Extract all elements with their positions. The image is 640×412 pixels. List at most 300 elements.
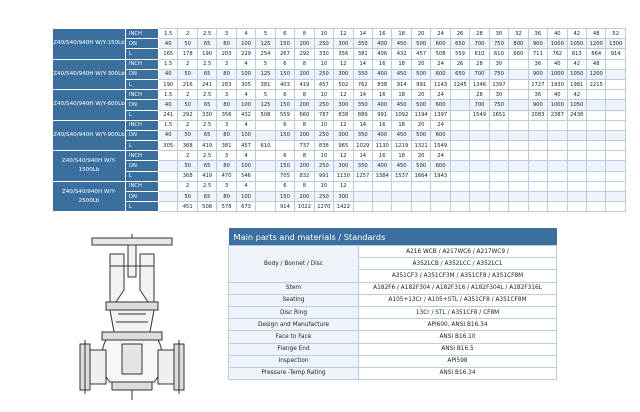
dimension-row	[53, 79, 626, 89]
dimension-cell	[470, 171, 489, 181]
dimension-cell	[548, 130, 567, 140]
dimension-cell: 14	[353, 151, 372, 161]
part-material: ANSI B16.5	[359, 343, 557, 355]
dimension-cell	[470, 130, 489, 140]
dimension-cell: 1050	[567, 100, 586, 110]
materials-row	[229, 331, 557, 343]
dimension-cell: 1022	[295, 202, 314, 212]
dimension-cell: 200	[295, 192, 314, 202]
dimension-cell: 250	[314, 69, 333, 79]
dimension-cell	[372, 202, 391, 212]
dimension-cell: 50	[178, 100, 197, 110]
dimension-cell: 16	[372, 29, 391, 39]
dimension-cell: 125	[256, 69, 275, 79]
dimension-cell: 762	[548, 49, 567, 59]
dimension-cell: 65	[197, 130, 216, 140]
dimension-cell: 30	[489, 59, 508, 69]
gate-valve-icon	[76, 232, 188, 404]
dimension-cell	[567, 171, 586, 181]
dimension-cell	[256, 161, 275, 171]
dimension-cell	[392, 192, 411, 202]
dimension-cell: 1346	[470, 79, 489, 89]
dimension-cell	[470, 120, 489, 130]
dimension-cell: 10	[314, 90, 333, 100]
dimension-cell: 508	[431, 49, 450, 59]
dimension-cell	[548, 120, 567, 130]
dimension-cell	[509, 141, 528, 151]
dimension-cell: 65	[197, 100, 216, 110]
dimension-cell: 750	[489, 39, 508, 49]
dimension-cell: 8	[295, 90, 314, 100]
dimension-cell: 4	[236, 59, 255, 69]
part-material: A216 WCB / A217WC6 / A217WC9 /	[359, 246, 557, 258]
dimension-cell: 100	[236, 100, 255, 110]
dimension-cell	[450, 120, 469, 130]
dimension-cell: 838	[334, 110, 353, 120]
dimension-cell	[450, 141, 469, 151]
dimension-cell: 700	[470, 69, 489, 79]
dimension-cell: 12	[334, 90, 353, 100]
dimension-cell: 500	[411, 100, 430, 110]
dimension-cell: 813	[567, 49, 586, 59]
dimension-cell: 12	[334, 181, 353, 191]
dimension-cell	[489, 161, 508, 171]
dimension-cell: 100	[236, 130, 255, 140]
dimension-cell: 2.5	[197, 90, 216, 100]
dimension-cell	[470, 161, 489, 171]
dimension-cell	[411, 192, 430, 202]
dimension-cell: 10	[314, 120, 333, 130]
unit-label: INCH	[126, 151, 159, 161]
dimension-cell: 832	[295, 171, 314, 181]
dimension-cell: 12	[334, 120, 353, 130]
dimension-cell: 6	[275, 151, 294, 161]
dimension-cell: 65	[197, 69, 216, 79]
dimension-cell: 1130	[334, 171, 353, 181]
dimension-cell	[586, 100, 605, 110]
part-name: Face to Face	[229, 331, 359, 343]
unit-label: L	[126, 141, 159, 151]
dimension-cell: 8	[295, 29, 314, 39]
dimension-cell: 2	[178, 59, 197, 69]
dimension-cell	[159, 151, 178, 161]
dimension-cell: 4	[236, 181, 255, 191]
dimension-cell: 6	[275, 181, 294, 191]
dimension-cell: 150	[275, 100, 294, 110]
dimension-cell: 3	[217, 120, 236, 130]
dimension-cell: 40	[159, 130, 178, 140]
dimension-cell: 20	[411, 29, 430, 39]
dimension-row	[53, 69, 626, 79]
dimension-cell	[528, 161, 547, 171]
dimension-cell: 400	[372, 161, 391, 171]
dimension-cell	[431, 202, 450, 212]
dimension-cell: 356	[334, 49, 353, 59]
dimension-cell: 1.5	[159, 59, 178, 69]
dimension-cell	[256, 181, 275, 191]
dimension-cell: 403	[275, 79, 294, 89]
dimension-cell: 1651	[489, 110, 508, 120]
dimension-cell: 305	[236, 79, 255, 89]
dimension-cell: 65	[197, 39, 216, 49]
dimension-cell: 914	[392, 79, 411, 89]
dimension-cell	[606, 192, 626, 202]
dimension-cell	[392, 202, 411, 212]
dimension-row	[53, 151, 626, 161]
dimension-cell: 914	[606, 49, 626, 59]
dimension-cell: 457	[314, 79, 333, 89]
dimension-cell: 350	[353, 161, 372, 171]
dimension-cell: 16	[372, 59, 391, 69]
unit-label: L	[126, 171, 159, 181]
dimension-cell	[606, 171, 626, 181]
dimension-cell	[450, 110, 469, 120]
dimension-cell: 30	[489, 29, 508, 39]
dimension-cell: 2	[178, 29, 197, 39]
dimension-cell	[528, 130, 547, 140]
dimension-cell	[606, 110, 626, 120]
dimension-cell	[489, 151, 508, 161]
dimension-cell: 18	[392, 29, 411, 39]
dimension-cell: 1.5	[159, 120, 178, 130]
dimension-cell: 500	[411, 161, 430, 171]
dimension-cell	[548, 202, 567, 212]
dimension-cell: 10	[314, 29, 333, 39]
dimension-cell	[489, 202, 508, 212]
dimension-cell	[450, 90, 469, 100]
dimension-row	[53, 39, 626, 49]
dimension-cell	[159, 181, 178, 191]
unit-label: DN	[126, 100, 159, 110]
dimension-cell: 20	[411, 120, 430, 130]
dimension-cell	[159, 161, 178, 171]
dimension-cell: 705	[275, 171, 294, 181]
dimension-cell	[567, 202, 586, 212]
dimension-cell	[606, 79, 626, 89]
dimension-cell: 40	[159, 69, 178, 79]
dimension-cell	[431, 181, 450, 191]
dimension-row	[53, 161, 626, 171]
dimension-cell: 5	[256, 29, 275, 39]
dimension-cell	[489, 171, 508, 181]
dimension-cell: 2	[178, 90, 197, 100]
dimension-cell: 20	[411, 151, 430, 161]
dimension-cell: 190	[197, 49, 216, 59]
dimension-cell: 30	[489, 90, 508, 100]
materials-title: Main parts and materials / Standards	[229, 228, 557, 246]
dimension-cell: 4	[236, 29, 255, 39]
dimension-cell	[509, 69, 528, 79]
dimension-cell	[256, 192, 275, 202]
dimension-cell: 3	[217, 59, 236, 69]
dimension-cell: 14	[353, 59, 372, 69]
dimension-cell: 6	[275, 90, 294, 100]
dimension-cell: 1000	[548, 100, 567, 110]
dimension-cell: 368	[178, 171, 197, 181]
dimension-cell: 2.5	[197, 181, 216, 191]
dimension-cell	[509, 130, 528, 140]
dimension-cell: 300	[334, 39, 353, 49]
dimension-cell: 2.5	[197, 120, 216, 130]
dimension-cell: 508	[197, 202, 216, 212]
dimension-cell: 900	[528, 100, 547, 110]
dimension-cell: 48	[586, 29, 605, 39]
part-material: A182F6 / A182F304 / A182F316 / A182F304L / A182F316L	[359, 282, 557, 294]
dimension-row	[53, 130, 626, 140]
dimension-cell	[509, 79, 528, 89]
dimension-cell: 1981	[567, 79, 586, 89]
dimension-cell: 150	[275, 161, 294, 171]
dimension-cell: 381	[217, 141, 236, 151]
dimension-cell	[431, 192, 450, 202]
dimension-cell: 451	[178, 202, 197, 212]
dimension-cell: 2	[178, 120, 197, 130]
dimension-cell: 300	[334, 130, 353, 140]
dimension-cell: 350	[353, 100, 372, 110]
dimension-cell: 216	[178, 79, 197, 89]
dimension-cell: 12	[334, 29, 353, 39]
dimension-cell: 4	[236, 120, 255, 130]
part-material: ANSI B16.10	[359, 331, 557, 343]
dimension-cell: 80	[217, 69, 236, 79]
materials-row	[229, 343, 557, 355]
dimension-cell: 40	[159, 39, 178, 49]
dimension-cell: 50	[178, 69, 197, 79]
dimension-cell: 673	[236, 202, 255, 212]
dimension-cell	[489, 181, 508, 191]
dimension-cell	[586, 202, 605, 212]
dimension-cell: 330	[197, 110, 216, 120]
dimension-cell: 40	[548, 90, 567, 100]
dimension-cell: 6	[275, 29, 294, 39]
dimension-cell: 241	[197, 79, 216, 89]
dimension-cell	[586, 161, 605, 171]
dimension-cell	[528, 181, 547, 191]
dimension-cell: 241	[159, 110, 178, 120]
dimension-cell: 1321	[411, 141, 430, 151]
dimension-cell: 750	[489, 69, 508, 79]
unit-label: INCH	[126, 59, 159, 69]
dimension-cell: 419	[197, 141, 216, 151]
dimension-cell	[567, 120, 586, 130]
dimension-cell	[509, 59, 528, 69]
dimension-cell: 8	[295, 151, 314, 161]
dimension-cell: 368	[178, 141, 197, 151]
dimension-cell: 1200	[586, 69, 605, 79]
dimension-cell	[489, 120, 508, 130]
dimension-cell: 600	[431, 100, 450, 110]
dimension-cell: 900	[528, 39, 547, 49]
dimension-cell: 400	[372, 69, 391, 79]
dimension-cell: 24	[431, 59, 450, 69]
model-label: Z40/S40/940H W/Y-600Lb	[53, 90, 126, 121]
dimension-cell: 100	[236, 39, 255, 49]
dimension-cell: 40	[548, 29, 567, 39]
dimension-cell: 150	[275, 39, 294, 49]
dimension-cell	[548, 181, 567, 191]
dimension-cell: 1549	[470, 110, 489, 120]
dimension-cell	[528, 192, 547, 202]
dimension-cell	[509, 151, 528, 161]
dimension-cell: 762	[353, 79, 372, 89]
dimension-cell	[548, 161, 567, 171]
part-material: 13Cr / STL / A351CF8 / CF8M	[359, 306, 557, 318]
dimension-cell: 52	[606, 29, 626, 39]
dimension-cell: 991	[411, 79, 430, 89]
dimension-cell	[567, 161, 586, 171]
dimension-cell	[509, 90, 528, 100]
dimension-cell: 300	[334, 161, 353, 171]
dimension-cell: 14	[353, 90, 372, 100]
dimension-cell: 190	[159, 79, 178, 89]
dimension-cell: 400	[372, 130, 391, 140]
dimension-cell: 2215	[586, 79, 605, 89]
dimension-row	[53, 100, 626, 110]
dimension-cell: 1930	[548, 79, 567, 89]
dimension-cell	[606, 161, 626, 171]
dimension-cell	[450, 202, 469, 212]
dimension-cell	[353, 181, 372, 191]
dimension-cell	[392, 181, 411, 191]
materials-row	[229, 367, 557, 379]
dimension-cell: 610	[489, 49, 508, 59]
dimension-cell: 300	[334, 100, 353, 110]
dimension-cell	[606, 130, 626, 140]
dimension-cell	[567, 141, 586, 151]
dimension-cell: 150	[275, 192, 294, 202]
dimension-cell	[548, 141, 567, 151]
unit-label: DN	[126, 130, 159, 140]
dimension-cell: 406	[372, 49, 391, 59]
dimension-cell: 283	[217, 79, 236, 89]
unit-label: L	[126, 79, 159, 89]
dimension-cell	[606, 69, 626, 79]
dimension-cell	[528, 141, 547, 151]
dimension-cell: 1300	[606, 39, 626, 49]
dimension-cell: 500	[411, 39, 430, 49]
dimension-cell: 32	[509, 29, 528, 39]
dimension-cell: 80	[217, 161, 236, 171]
unit-label: DN	[126, 161, 159, 171]
dimension-cell: 200	[295, 100, 314, 110]
part-name: Inspection	[229, 355, 359, 367]
dimension-cell: 18	[392, 90, 411, 100]
dimension-cell: 1050	[567, 69, 586, 79]
dimension-cell	[489, 192, 508, 202]
dimension-cell: 457	[236, 141, 255, 151]
dimension-cell: 305	[159, 141, 178, 151]
materials-table	[228, 228, 557, 380]
dimension-cell	[528, 120, 547, 130]
dimension-cell	[586, 120, 605, 130]
part-name: Body / Bonnet / Disc	[229, 246, 359, 283]
dimension-cell: 150	[275, 69, 294, 79]
dimension-cell	[528, 151, 547, 161]
dimension-cell: 600	[431, 130, 450, 140]
dimension-cell	[489, 141, 508, 151]
unit-label: DN	[126, 39, 159, 49]
dimension-cell	[528, 171, 547, 181]
dimension-cell	[528, 202, 547, 212]
dimension-cell: 400	[372, 39, 391, 49]
dimension-cell	[470, 151, 489, 161]
dimension-cell: 700	[470, 39, 489, 49]
dimension-cell: 2	[178, 181, 197, 191]
dimension-cell: 24	[431, 29, 450, 39]
dimension-cell	[606, 100, 626, 110]
dimension-cell: 300	[334, 192, 353, 202]
dimension-cell: 1537	[392, 171, 411, 181]
dimension-row	[53, 29, 626, 39]
dimension-cell: 650	[450, 69, 469, 79]
dimension-cell: 250	[314, 130, 333, 140]
dimension-cell: 28	[470, 29, 489, 39]
part-material: API598	[359, 355, 557, 367]
dimension-cell: 200	[295, 161, 314, 171]
dimension-cell: 991	[372, 110, 391, 120]
dimensions-table	[52, 28, 626, 212]
dimension-cell: 1000	[548, 69, 567, 79]
dimension-cell: 18	[392, 120, 411, 130]
dimension-cell	[606, 120, 626, 130]
dimension-cell: 16	[372, 151, 391, 161]
dimension-row	[53, 90, 626, 100]
dimension-cell: 3	[217, 151, 236, 161]
dimension-cell	[275, 141, 294, 151]
dimension-cell: 1397	[431, 110, 450, 120]
dimension-cell: 1270	[314, 202, 333, 212]
materials-row	[229, 246, 557, 258]
part-name: Stem	[229, 282, 359, 294]
dimension-cell	[567, 192, 586, 202]
dimension-cell: 20	[411, 59, 430, 69]
dimension-cell	[586, 130, 605, 140]
dimension-cell: 80	[217, 130, 236, 140]
dimension-cell	[470, 192, 489, 202]
dimension-cell: 80	[217, 192, 236, 202]
dimension-cell	[470, 202, 489, 212]
dimension-cell: 508	[256, 110, 275, 120]
dimension-cell: 200	[295, 39, 314, 49]
dimension-cell: 559	[275, 110, 294, 120]
dimension-cell: 1397	[489, 79, 508, 89]
dimension-cell: 200	[295, 69, 314, 79]
part-material: A105+13Cr / A105+STL / A351CF8 / A351CF8M	[359, 294, 557, 306]
dimension-cell: 1422	[334, 202, 353, 212]
dimension-cell: 450	[392, 161, 411, 171]
dimension-cell	[470, 141, 489, 151]
dimension-cell: 1143	[431, 79, 450, 89]
part-name: Design and Manufacture	[229, 319, 359, 331]
dimension-row	[53, 192, 626, 202]
dimension-cell	[606, 59, 626, 69]
dimension-cell: 229	[236, 49, 255, 59]
dimension-cell: 2438	[567, 110, 586, 120]
dimension-cell: 578	[217, 202, 236, 212]
dimension-cell: 1194	[411, 110, 430, 120]
dimension-cell: 660	[509, 49, 528, 59]
dimension-cell: 36	[528, 90, 547, 100]
dimension-cell	[567, 151, 586, 161]
dimension-cell: 965	[334, 141, 353, 151]
model-label: Z40/S40/940H W/Y-2500Lb	[53, 181, 126, 212]
dimension-cell: 1029	[353, 141, 372, 151]
unit-label: INCH	[126, 181, 159, 191]
dimension-cell: 1050	[567, 39, 586, 49]
dimension-cell: 2083	[528, 110, 547, 120]
dimension-cell: 36	[528, 59, 547, 69]
dimension-cell: 2	[178, 151, 197, 161]
